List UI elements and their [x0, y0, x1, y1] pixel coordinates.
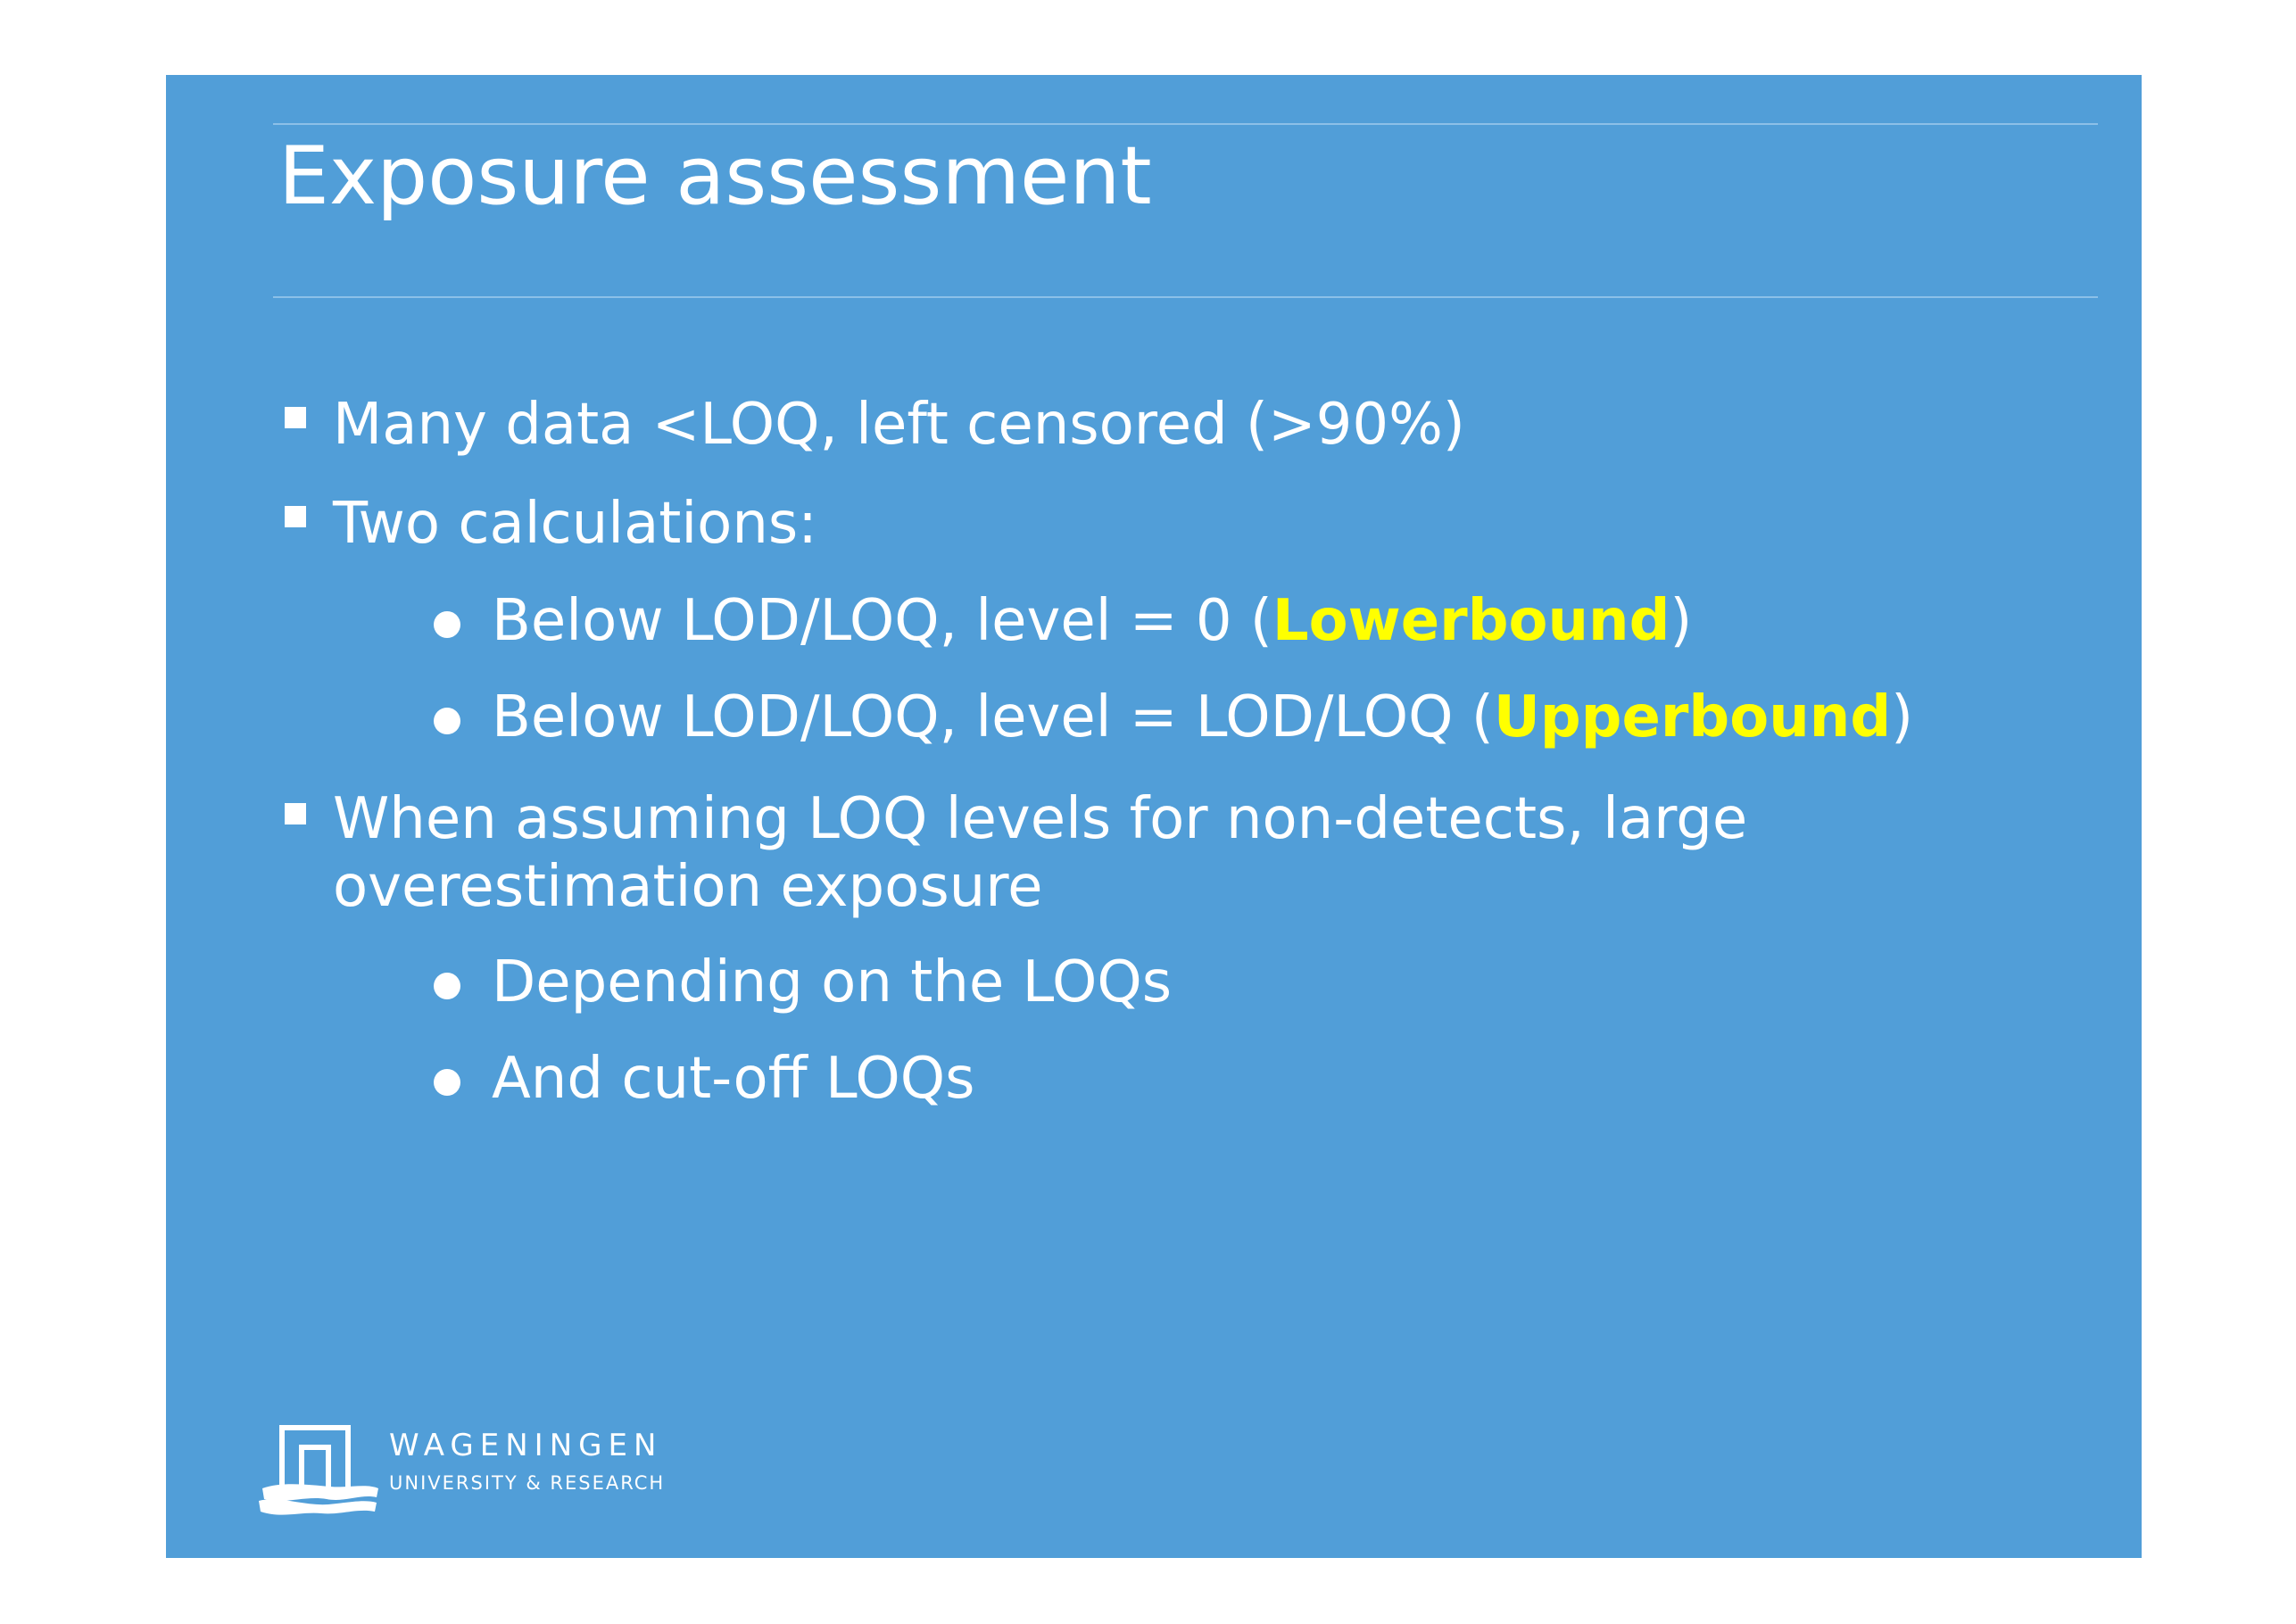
square-bullet-icon: [285, 506, 306, 527]
logo-name: WAGENINGEN: [389, 1428, 663, 1463]
sub-bullet-2-1-prefix: Below LOD/LOQ, level = 0 (: [492, 588, 1272, 654]
lowerbound-highlight: Lowerbound: [1272, 588, 1670, 654]
round-bullet-icon: [434, 611, 460, 638]
slide-title: Exposure assessment: [278, 129, 1152, 223]
bullet-3-line-2: overestimation exposure: [333, 854, 1043, 920]
sub-bullet-3-1: Depending on the LOQs: [492, 949, 1173, 1015]
slide: [166, 75, 2142, 1558]
upperbound-highlight: Upperbound: [1493, 684, 1892, 750]
sub-bullet-2-1-suffix: ): [1670, 588, 1693, 654]
sub-bullet-3-2: And cut-off LOQs: [492, 1046, 975, 1112]
square-bullet-icon: [285, 407, 306, 428]
round-bullet-icon: [434, 973, 460, 999]
title-bottom-rule: [273, 296, 2098, 298]
sub-bullet-2-2-suffix: ): [1891, 684, 1914, 750]
sub-bullet-2-2-prefix: Below LOD/LOQ, level = LOD/LOQ (: [492, 684, 1494, 750]
sub-bullet-2-2: [492, 684, 1913, 751]
bullet-1-text: Many data <LOQ, left censored (>90%): [333, 392, 1465, 458]
title-top-rule: [273, 123, 2098, 125]
gate-icon: [255, 1422, 380, 1520]
logo-subtitle: UNIVERSITY & RESEARCH: [389, 1472, 666, 1494]
bullet-2-text: Two calculations:: [333, 491, 817, 557]
round-bullet-icon: [434, 1069, 460, 1096]
wageningen-logo: [255, 1422, 719, 1520]
sub-bullet-2-1: [492, 587, 1692, 655]
square-bullet-icon: [285, 803, 306, 824]
round-bullet-icon: [434, 708, 460, 734]
bullet-3-line-1: When assuming LOQ levels for non-detects, large: [333, 786, 1748, 852]
